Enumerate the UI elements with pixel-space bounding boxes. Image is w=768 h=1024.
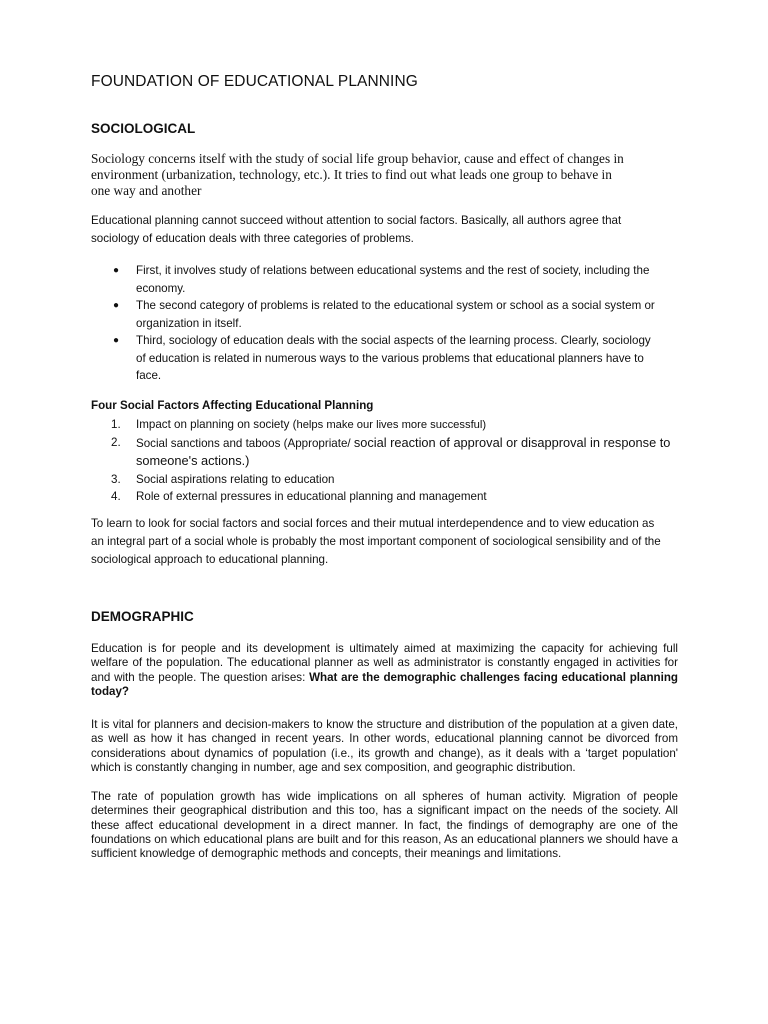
list-number: 3. [111,472,121,486]
social-factors-list [111,416,671,505]
paragraph-text: Education is for people and its development is ultimately aimed at maximizing the capacity for achieving full welfare of the population. The educational planner as well as administrator is constantly engaged in activities for and with the people. The question arises: [91,642,678,684]
list-item [111,434,671,470]
sociological-paragraph-1: Educational planning cannot succeed without attention to social factors. Basically, all authors agree that sociology of education deals with three categories of problems. [91,214,622,245]
list-item-text: Third, sociology of education deals with the social aspects of the learning process. Clearly, sociology of education is related in numerous ways to the various problems that educational planners have to face. [136,334,651,382]
factor-text: Social sanctions and taboos ( [136,437,288,451]
demographic-question: What are the demographic challenges facing educational planning today? [91,670,678,698]
factor-note-part: Appropriate/ [287,437,354,451]
bullet-icon: ● [113,265,120,276]
factor-text: Social aspirations relating to education [136,472,335,486]
list-item [111,488,671,505]
demographic-paragraph-1 [91,642,678,699]
list-item [111,471,671,488]
factor-text: Impact on planning on society ( [136,418,297,431]
factor-note-part: social [353,435,387,451]
demographic-paragraph-3: The rate of population growth has wide implications on all spheres of human activity. Migration of people determines their geographical distribution and this too, has a significant impact on the needs of the society. All these affect educational development in a direct manner. In fact, the findings of demography are one of the foundations on which educational plans are built and for this reason, As an educational planners we should have a sufficient knowledge of demographic methods and concepts, their meanings and limitations. [91,790,678,861]
factor-note-part: reaction of approval or disapproval in response to someone's actions.) [136,435,671,469]
list-item [113,332,658,385]
sociological-intro: Sociology concerns itself with the study of social life group behavior, cause and effect of changes in environment (urbanization, technology, etc.). It tries to find out what leads one group to behave in one way and another [91,151,624,199]
sociological-heading: SOCIOLOGICAL [91,121,196,136]
bullet-icon: ● [113,335,120,346]
list-number: 1. [111,418,121,431]
list-item-text: First, it involves study of relations between educational systems and the rest of society, including the economy. [136,264,650,295]
list-item-text: The second category of problems is related to the educational system or school as a social system or organization in itself. [136,299,655,330]
social-factors-heading: Four Social Factors Affecting Educational Planning [91,399,374,412]
sociological-closing: To learn to look for social factors and social forces and their mutual interdependence and to view education as an integral part of a social whole is probably the most important component of sociological sensibility and of the sociological approach to educational planning. [91,517,661,566]
demographic-paragraph-2: It is vital for planners and decision-makers to know the structure and distribution of the population at a given date, as well as how it has changed in recent years. In other words, educational planning cannot be divorced from considerations about dynamics of population (i.e., its growth and change), as it deals with a ‘target population' which is constantly changing in number, age and sex composition, and geographic distribution. [91,718,678,774]
bullet-icon: ● [113,300,120,311]
list-item [111,416,671,434]
factor-note: helps make our lives more successful) [296,419,487,431]
factor-text: Role of external pressures in educational planning and management [136,489,487,503]
list-item [113,297,658,332]
document-title: FOUNDATION OF EDUCATIONAL PLANNING [91,73,418,90]
list-item [113,262,658,297]
list-number: 2. [111,436,121,450]
sociological-problem-list [113,262,658,385]
list-number: 4. [111,489,121,503]
demographic-heading: DEMOGRAPHIC [91,609,194,624]
